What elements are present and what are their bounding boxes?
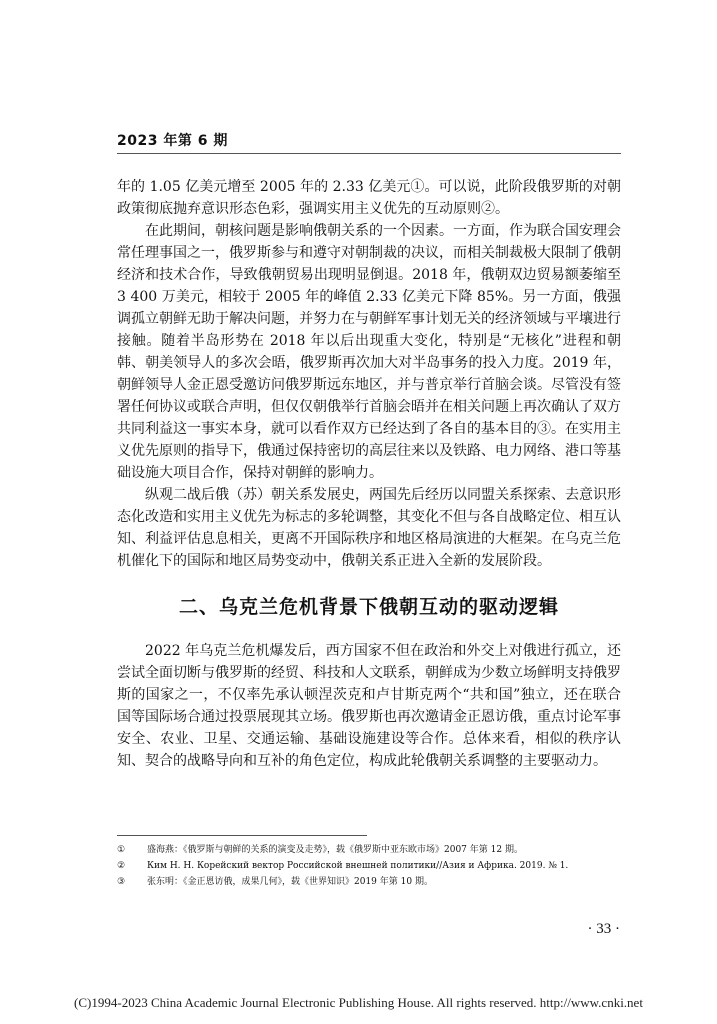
footnote-number: ① <box>117 845 126 855</box>
paragraph: 2022 年乌克兰危机爆发后，西方国家不但在政治和外交上对俄进行孤立，还尝试全面切断与俄罗斯的经贸、科技和人文联系，朝鲜成为少数立场鲜明支持俄罗斯的国家之一，不仅率先承认顿涅茨克和卢甘斯克两个“共和国”独立，还在联合国等国际场合通过投票展现其立场。俄罗斯也再次邀请金正恩访俄，重点讨论军事安全、农业、卫星、交通运输、基础设施建设等合作。总体来看，相似的秩序认知、契合的战略导向和互补的角色定位，构成此轮俄朝关系调整的主要驱动力。 <box>117 643 621 769</box>
paragraph: 年的 1.05 亿美元增至 2005 年的 2.33 亿美元①。可以说，此阶段俄罗斯的对朝政策彻底抛弃意识形态色彩，强调实用主义优先的互动原则②。 <box>117 179 621 217</box>
footnote-item <box>117 874 621 890</box>
footnotes <box>117 842 621 890</box>
footnote-number: ③ <box>117 877 126 887</box>
footnote-number: ② <box>117 861 126 871</box>
header-divider <box>117 153 621 154</box>
article-body <box>117 176 621 772</box>
paragraph: 在此期间，朝核问题是影响俄朝关系的一个因素。一方面，作为联合国安理会常任理事国之一，俄罗斯参与和遵守对朝制裁的决议，而相关制裁极大限制了俄朝经济和技术合作，导致俄朝贸易出现明显倒退。2018 年，俄朝双边贸易额萎缩至 3 400 万美元，相较于 2005 年的峰值 2.33 亿美元下降 85%。另一方面，俄强调孤立朝鲜无助于解决问题，并努力在与朝鲜军事计划无关的经济领域与平壤进行接触。随着半岛形势在 2018 年以后出现重大变化，特别是“无核化”进程和朝韩、朝美领导人的多次会晤，俄罗斯再次加大对半岛事务的投入力度。2019 年，朝鲜领导人金正恩受邀访问俄罗斯远东地区，并与普京举行首脑会谈。尽管没有签署任何协议或联合声明，但仅仅朝俄举行首脑会晤并在相关问题上再次确认了双方共同利益这一事实本身，就可以看作双方已经达到了各自的基本目的③。在实用主义优先原则的指导下，俄通过保持密切的高层往来以及铁路、电力网络、港口等基础设施大项目合作，保持对朝鲜的影响力。 <box>117 223 621 481</box>
footnote-text: 张东明：《金正恩访俄，成果几何》，载《世界知识》2019 年第 10 期。 <box>147 877 433 887</box>
section-heading: 二、乌克兰危机背景下俄朝互动的驱动逻辑 <box>178 596 559 618</box>
page-number: · 33 · <box>587 921 620 937</box>
footnote-item <box>117 842 621 858</box>
footnote-item <box>117 858 621 874</box>
copyright-footer: (C)1994-2023 China Academic Journal Electronic Publishing House. All rights reserved. http://www.cnki.net <box>74 995 643 1010</box>
journal-issue-header: 2023 年第 6 期 <box>117 133 228 149</box>
footnote-divider <box>117 835 367 836</box>
footnote-text: 盛海燕：《俄罗斯与朝鲜的关系的演变及走势》，载《俄罗斯中亚东欧市场》2007 年第 12 期。 <box>147 845 523 855</box>
paragraph: 纵观二战后俄（苏）朝关系发展史，两国先后经历以同盟关系探索、去意识形态化改造和实用主义优先为标志的多轮调整，其变化不但与各自战略定位、相互认知、利益评估息息相关，更离不开国际秩序和地区格局演进的大框架。在乌克兰危机催化下的国际和地区局势变动中，俄朝关系正进入全新的发展阶段。 <box>117 487 621 569</box>
footnote-text: Ким Н. Н. Корейский вектор Российской внешней политики//Азия и Африка. 2019. № 1. <box>147 861 569 871</box>
